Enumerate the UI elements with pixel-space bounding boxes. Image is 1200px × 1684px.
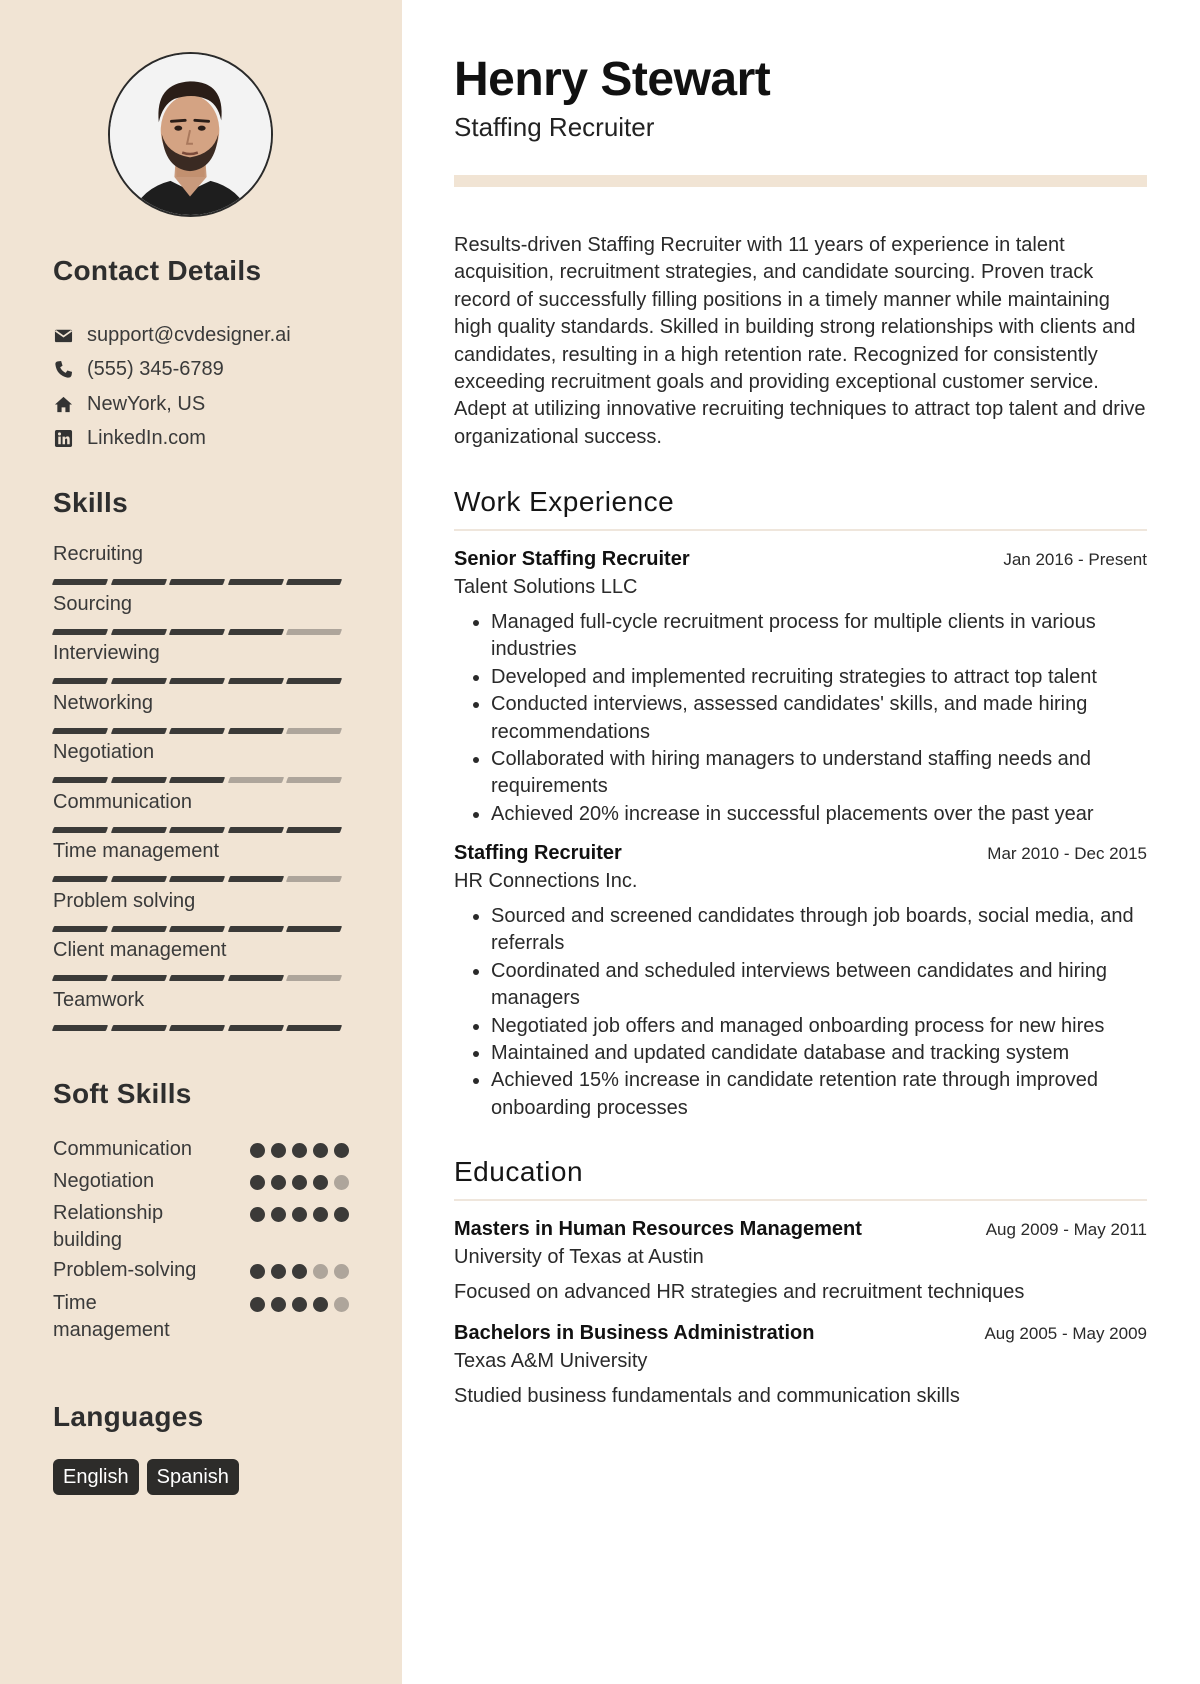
- degree-title: Masters in Human Resources Management: [454, 1218, 862, 1240]
- responsibility-item: • Collaborated with hiring managers to understand staffing needs and requirements: [491, 746, 1147, 801]
- skill-level-segment: [228, 926, 284, 932]
- language-tag: Spanish: [147, 1459, 239, 1495]
- education-description: Studied business fundamentals and communication skills: [454, 1385, 960, 1407]
- skill-label: Networking: [53, 691, 154, 714]
- profile-photo: [110, 54, 271, 215]
- skill-level-segment: [286, 975, 342, 981]
- skill-label: Time management: [53, 840, 219, 862]
- entry-header: [454, 1322, 1147, 1345]
- skill-level-segment: [52, 777, 108, 783]
- skill-level-segment: [111, 777, 167, 783]
- skill-level-segment: [111, 827, 167, 833]
- contact-linkedin: [53, 422, 291, 457]
- skill-label: Client management: [53, 939, 227, 961]
- soft-skill-rating: [244, 1257, 349, 1279]
- skill-label: Negotiation: [53, 741, 155, 763]
- skill-level-bar: [53, 777, 346, 783]
- soft-skill-item: [53, 1168, 349, 1195]
- responsibility-item: • Sourced and screened candidates through job boards, social media, and referrals: [491, 903, 1147, 958]
- contact-email-text[interactable]: support@cvdesigner.ai: [87, 323, 291, 346]
- skill-level-segment: [111, 1025, 167, 1031]
- skill-level-segment: [52, 827, 108, 833]
- skill-level-bar: [53, 678, 346, 684]
- home-icon: [53, 394, 73, 414]
- work-divider: [454, 529, 1147, 531]
- rating-dot: [271, 1264, 286, 1279]
- soft-skill-item: [53, 1290, 349, 1344]
- languages-heading: Languages: [53, 1401, 204, 1432]
- skill-level-segment: [52, 728, 108, 734]
- responsibility-item: • Negotiated job offers and managed onboarding process for new hires: [491, 1013, 1147, 1040]
- rating-dot: [250, 1143, 265, 1158]
- institution-name: University of Texas at Austin: [454, 1246, 704, 1268]
- education-description: Focused on advanced HR strategies and recruitment techniques: [454, 1281, 1025, 1303]
- skill-level-segment: [52, 1025, 108, 1031]
- contact-linkedin-text[interactable]: LinkedIn.com: [87, 427, 206, 450]
- skill-item: [53, 839, 349, 889]
- skill-level-segment: [228, 975, 284, 981]
- language-tag: English: [53, 1459, 139, 1495]
- rating-dot: [292, 1264, 307, 1279]
- contact-heading: Contact Details: [53, 255, 262, 286]
- rating-dot: [334, 1175, 349, 1190]
- rating-dot: [271, 1297, 286, 1312]
- rating-dot: [334, 1207, 349, 1222]
- soft-skill-label: Communication: [53, 1138, 192, 1160]
- job-title: Senior Staffing Recruiter: [454, 548, 690, 570]
- skill-level-segment: [111, 926, 167, 932]
- skill-level-segment: [228, 1025, 284, 1031]
- soft-skill-rating: [244, 1290, 349, 1312]
- rating-dot: [292, 1207, 307, 1222]
- contact-location-text: NewYork, US: [87, 392, 206, 415]
- skill-level-segment: [111, 629, 167, 635]
- skill-level-segment: [111, 876, 167, 882]
- skill-label: Sourcing: [53, 592, 132, 615]
- contact-location: [53, 387, 291, 422]
- skill-level-segment: [286, 728, 342, 734]
- responsibility-item: • Developed and implemented recruiting strategies to attract top talent: [491, 664, 1147, 691]
- soft-skill-label: Negotiation: [53, 1170, 155, 1192]
- contact-email: [53, 318, 291, 353]
- skill-level-segment: [228, 678, 284, 684]
- skill-level-segment: [169, 629, 225, 635]
- rating-dot: [250, 1264, 265, 1279]
- rating-dot: [271, 1143, 286, 1158]
- responsibility-item: • Achieved 20% increase in successful placements over the past year: [491, 801, 1147, 828]
- skill-label: Recruiting: [53, 543, 144, 565]
- skill-level-segment: [228, 629, 284, 635]
- skills-list: [53, 542, 349, 1037]
- rating-dot: [271, 1207, 286, 1222]
- skill-level-bar: [53, 876, 346, 882]
- skill-level-segment: [169, 975, 225, 981]
- skill-level-segment: [169, 926, 225, 932]
- responsibility-item: • Coordinated and scheduled interviews between candidates and hiring managers: [491, 958, 1147, 1013]
- institution-name: Texas A&M University: [454, 1350, 648, 1372]
- rating-dot: [334, 1264, 349, 1279]
- entry-header: [454, 1218, 1147, 1241]
- skill-level-bar: [53, 579, 346, 585]
- skill-level-bar: [53, 1025, 346, 1031]
- envelope-icon: [53, 325, 73, 345]
- contact-phone: [53, 353, 291, 388]
- rating-dot: [313, 1175, 328, 1190]
- degree-title: Bachelors in Business Administration: [454, 1322, 815, 1344]
- skill-level-segment: [228, 876, 284, 882]
- skill-level-bar: [53, 926, 346, 932]
- skill-label: Teamwork: [53, 988, 145, 1011]
- rating-dot: [292, 1175, 307, 1190]
- rating-dot: [250, 1175, 265, 1190]
- skill-level-segment: [111, 975, 167, 981]
- skill-level-segment: [286, 926, 342, 932]
- skill-level-bar: [53, 728, 346, 734]
- skill-level-bar: [53, 629, 346, 635]
- responsibility-item: • Achieved 15% increase in candidate retention rate through improved onboarding processes: [491, 1067, 1147, 1122]
- skill-label: Interviewing: [53, 642, 160, 664]
- skill-level-segment: [228, 728, 284, 734]
- entry-date: Mar 2010 - Dec 2015: [987, 844, 1147, 863]
- rating-dot: [334, 1143, 349, 1158]
- skill-level-segment: [169, 1025, 225, 1031]
- skill-level-segment: [52, 876, 108, 882]
- header-divider: [454, 175, 1147, 187]
- soft-skill-item: [53, 1136, 349, 1163]
- skill-level-segment: [286, 678, 342, 684]
- skill-item: [53, 988, 349, 1038]
- contact-list: [53, 318, 291, 456]
- skill-level-segment: [111, 728, 167, 734]
- entry-header: [454, 548, 1147, 571]
- skill-level-bar: [53, 975, 346, 981]
- soft-skill-label: Problem-solving: [53, 1259, 197, 1281]
- linkedin-icon: [53, 429, 73, 449]
- company-name: Talent Solutions LLC: [454, 576, 638, 598]
- skill-label: Problem solving: [53, 889, 196, 912]
- rating-dot: [292, 1297, 307, 1312]
- skill-level-segment: [111, 678, 167, 684]
- education-entry: [454, 1322, 1147, 1408]
- rating-dot: [250, 1207, 265, 1222]
- entry-date: Aug 2009 - May 2011: [985, 1220, 1147, 1239]
- work-heading: Work Experience: [454, 486, 675, 517]
- skill-label: Communication: [53, 790, 192, 813]
- skill-level-segment: [286, 629, 342, 635]
- rating-dot: [313, 1297, 328, 1312]
- skill-item: [53, 938, 349, 988]
- skill-level-segment: [52, 579, 108, 585]
- work-entry: [454, 548, 1147, 828]
- languages-list: [53, 1459, 247, 1495]
- soft-skill-rating: [244, 1136, 349, 1158]
- phone-icon: [53, 360, 73, 380]
- skill-level-bar: [53, 827, 346, 833]
- skill-level-segment: [111, 579, 167, 585]
- skill-item: [53, 889, 349, 939]
- skill-item: [53, 740, 349, 790]
- skill-level-segment: [286, 1025, 342, 1031]
- soft-skill-label: Time management: [53, 1292, 170, 1341]
- skill-level-segment: [169, 827, 225, 833]
- education-entry: [454, 1218, 1147, 1304]
- avatar: [108, 52, 273, 217]
- responsibility-list: [454, 609, 1147, 828]
- skill-level-segment: [52, 678, 108, 684]
- entry-date: Aug 2005 - May 2009: [984, 1324, 1147, 1343]
- skill-item: [53, 790, 349, 840]
- soft-skills-heading: Soft Skills: [53, 1078, 192, 1109]
- skill-level-segment: [228, 777, 284, 783]
- skill-level-segment: [169, 777, 225, 783]
- candidate-role: Staffing Recruiter: [454, 112, 655, 142]
- soft-skill-item: [53, 1200, 349, 1254]
- skill-item: [53, 592, 349, 642]
- skill-item: [53, 542, 349, 592]
- skill-level-segment: [169, 728, 225, 734]
- company-name: HR Connections Inc.: [454, 870, 638, 892]
- skill-level-segment: [286, 876, 342, 882]
- rating-dot: [292, 1143, 307, 1158]
- job-title: Staffing Recruiter: [454, 842, 622, 864]
- responsibility-item: • Conducted interviews, assessed candidates' skills, and made hiring recommendations: [491, 691, 1147, 746]
- rating-dot: [313, 1207, 328, 1222]
- soft-skill-rating: [244, 1200, 349, 1222]
- skill-item: [53, 641, 349, 691]
- soft-skill-item: [53, 1257, 349, 1284]
- rating-dot: [250, 1297, 265, 1312]
- sidebar: [0, 0, 402, 1684]
- responsibility-item: • Managed full-cycle recruitment process for multiple clients in various industries: [491, 609, 1147, 664]
- rating-dot: [271, 1175, 286, 1190]
- responsibility-list: [454, 903, 1147, 1122]
- skill-level-segment: [286, 827, 342, 833]
- soft-skill-label: Relationship building: [53, 1202, 164, 1251]
- skill-level-segment: [169, 876, 225, 882]
- work-entry: [454, 842, 1147, 1122]
- responsibility-item: • Maintained and updated candidate database and tracking system: [491, 1040, 1147, 1067]
- contact-phone-text[interactable]: (555) 345-6789: [87, 358, 224, 381]
- skill-level-segment: [52, 629, 108, 635]
- rating-dot: [313, 1143, 328, 1158]
- rating-dot: [313, 1264, 328, 1279]
- skill-level-segment: [228, 827, 284, 833]
- candidate-name: Henry Stewart: [454, 53, 771, 106]
- skill-level-segment: [169, 678, 225, 684]
- education-heading: Education: [454, 1156, 584, 1187]
- summary-text: Results-driven Staffing Recruiter with 11 years of experience in talent acquisition, recruitment strategies, and candidate sourcing. Proven track record of successfully filling positions in a timely manner while maintaining high quality standards. Skilled in building strong relationships with clients and candidates, resulting in a high retention rate. Recognized for consistently exceeding recruitment goals and providing exceptional customer service. Adept at utilizing innovative recruiting techniques to attract top talent and drive organizational success.: [454, 234, 1146, 448]
- skills-heading: Skills: [53, 487, 128, 518]
- skill-level-segment: [169, 579, 225, 585]
- skill-level-segment: [286, 777, 342, 783]
- skill-level-segment: [52, 975, 108, 981]
- skill-level-segment: [52, 926, 108, 932]
- rating-dot: [334, 1297, 349, 1312]
- entry-header: [454, 842, 1147, 865]
- entry-date: Jan 2016 - Present: [1003, 550, 1147, 569]
- soft-skill-rating: [244, 1168, 349, 1190]
- skill-level-segment: [286, 579, 342, 585]
- skill-item: [53, 691, 349, 741]
- skill-level-segment: [228, 579, 284, 585]
- education-divider: [454, 1199, 1147, 1201]
